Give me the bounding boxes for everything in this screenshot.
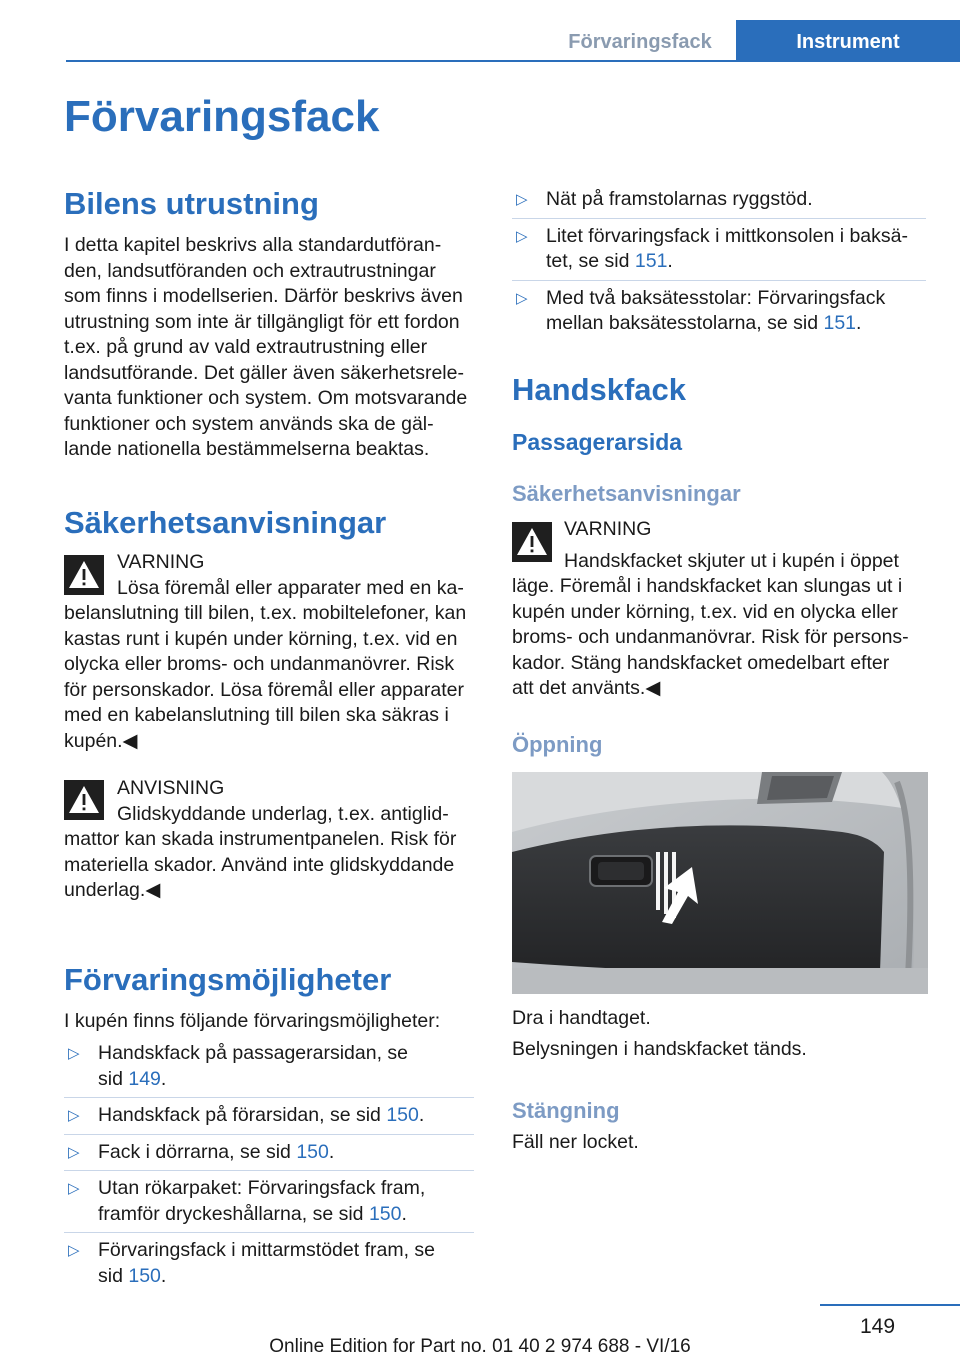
notice-triangle-icon [64,780,104,820]
notice-first-line: Glidskyddande underlag, t.ex. antiglid- [117,803,449,825]
footer-edition: Online Edition for Part no. 01 40 2 974 688 - VI/16 [269,1336,691,1357]
warning-text: belanslutning till bilen, t.ex. mobiltelefoner, kan kastas runt i kupén under körning, t.ex. vid en olycka eller broms- och undanmanövrer. Risk för personskador. Lösa föremål eller apparater med en kabelanslutning till bilen ska säkras i kupén.◀ [64,602,467,752]
heading-equipment: Bilens utrustning [64,186,319,221]
opening-step-1: Dra i handtaget. [512,1007,651,1029]
glovebox-warning-text: läge. Föremål i handskfacket kan slungas ut i kupén under körning, t.ex. vid en olycka eller broms- och undanmanövrar. Risk för persons- kador. Stäng handskfacket omedelbart efter att det använts.◀ [512,575,909,699]
heading-glovebox: Handskfack [512,372,687,407]
page-title: Förvaringsfack [64,92,380,141]
header-section-tab: Förvaringsfack [568,31,712,53]
list-item: ▷ Handskfack på passagerarsidan, se sid 149. [64,1036,474,1098]
list-item: ▷ Litet förvaringsfack i mittkonsolen i baksä- tet, se sid 151. [512,219,926,281]
page-ref-link[interactable]: 149 [128,1067,161,1090]
glovebox-warning-first: Handskfacket skjuter ut i kupén i öppet [564,550,899,572]
list-item: ▷ Handskfack på förarsidan, se sid 150. [64,1098,474,1135]
warning-triangle-icon [64,555,104,595]
heading-safety: Säkerhetsanvisningar [64,505,387,540]
list-item: ▷ Förvaringsfack i mittarmstödet fram, se sid 150. [68,1239,436,1287]
footer-rule [820,1304,960,1306]
heading-closing: Stängning [512,1098,620,1123]
notice-label: ANVISNING [117,777,225,799]
warning-first-line: Lösa föremål eller apparater med en ka- [117,577,464,599]
notice-text: mattor kan skada instrumentpanelen. Risk för materiella skador. Använd inte glidskyddande underlag.◀ [64,828,457,901]
page-ref-link[interactable]: 150 [368,1202,402,1225]
page-ref-link[interactable]: 150 [296,1140,329,1163]
list-item: ▷ Fack i dörrarna, se sid 150. [64,1135,474,1172]
heading-storage: Förvaringsmöjligheter [64,962,392,997]
list-item: ▷ Med två baksätesstolar: Förvaringsfack mellan baksätesstolarna, se sid 151. [516,286,886,334]
page-ref-link[interactable]: 150 [386,1104,419,1126]
header-rule [66,60,960,62]
list-item: ▷ Utan rökarpaket: Förvaringsfack fram, framför dryckeshållarna, se sid 150. [64,1171,474,1233]
page-ref-link[interactable]: 151 [634,250,668,272]
heading-passenger-side: Passagerarsida [512,429,683,455]
equipment-paragraph: I detta kapitel beskrivs alla standardutföran- den, landsutföranden och extrautrustningar som finns i modellserien. Därför beskrivs även utrustning som inte är tillgängligt för ett fordon t.ex. på grund av vald extrautrustning eller landsutförande. Det gäller även säkerhetsrele- vanta funktioner och system. Om motsvarande funktioner och system används ska de gäl- lande nationella bestämmelserna beaktas. [64,234,468,460]
glovebox-warning-label: VARNING [564,518,652,540]
glovebox-photo [512,772,928,994]
page-number: 149 [860,1315,896,1338]
list-item: ▷ Nät på framstolarnas ryggstöd. [512,182,926,219]
page-ref-link[interactable]: 151 [823,312,857,334]
closing-text: Fäll ner locket. [512,1131,639,1153]
storage-intro: I kupén finns följande förvaringsmöjligheter: [64,1010,441,1032]
storage-list-right [512,182,926,342]
heading-opening: Öppning [512,732,603,757]
warning-triangle-icon [512,522,552,562]
header-chapter-tab: Instrument [736,20,960,62]
storage-list-left [64,1036,474,1294]
heading-glovebox-safety: Säkerhetsanvisningar [512,481,741,506]
warning-label: VARNING [117,551,205,573]
opening-step-2: Belysningen i handskfacket tänds. [512,1038,807,1060]
page-ref-link[interactable]: 150 [128,1264,161,1287]
